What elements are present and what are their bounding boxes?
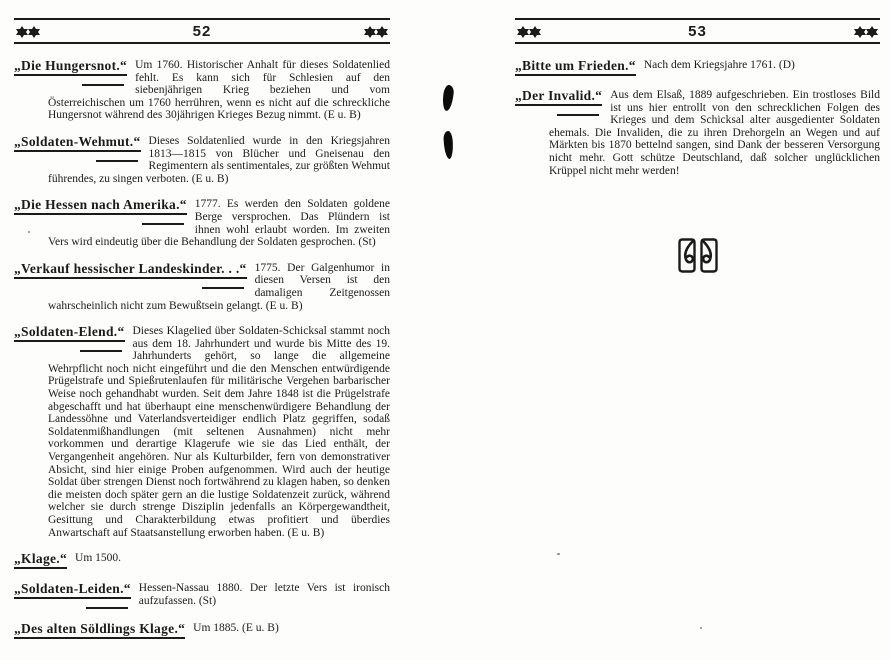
song-entry-der-invalid: [515, 89, 880, 177]
entry-title-block: [14, 198, 187, 225]
entry-title: „Klage.“: [14, 552, 67, 569]
entry-title-block: [14, 552, 67, 569]
song-entry-bitte-um-frieden: [515, 59, 880, 76]
entry-text: 1775. Der Galgenhumor in diesen Versen ist den damaligen Zeitgenossen wahrscheinlich nicht zum Bewußtsein gelangt. (E u. B): [48, 261, 390, 312]
page-53-header: [515, 18, 880, 44]
entry-title: „Verkauf hessischer Landeskinder. . .“: [14, 262, 247, 279]
page-52-body: [14, 59, 390, 639]
song-entry-soldaten-elend: [14, 325, 390, 539]
entry-title-block: [14, 325, 125, 352]
star-ornament-icon: [16, 25, 40, 38]
scan-speck: [557, 553, 560, 555]
scan-speck: [700, 627, 702, 629]
entry-title: „Der Invalid.“: [515, 89, 602, 106]
ink-blot-icon: [443, 131, 454, 160]
song-entry-soldaten-wehmut: [14, 135, 390, 185]
entry-text: Um 1500.: [75, 552, 122, 565]
entry-title: „Soldaten-Wehmut.“: [14, 135, 141, 152]
scroll-ornament-icon: [515, 237, 880, 280]
entry-title: „Die Hessen nach Amerika.“: [14, 198, 187, 215]
song-entry-klage: [14, 552, 390, 569]
entry-text: Nach dem Kriegsjahre 1761. (D): [643, 59, 795, 71]
ink-blot-icon: [441, 84, 454, 111]
page-53-body: [515, 59, 880, 280]
page-number-52: 52: [192, 22, 212, 40]
entry-text: Um 1885. (E u. B): [193, 622, 279, 635]
entry-text: Aus dem Elsaß, 1889 aufgeschrieben. Ein trostloses Bild ist uns hier entrollt von den schrecklichen Folgen des Krieges und dem Schicksal alter ausgedienter Soldaten ehemals. Die Invaliden, die zu ihren Drehorgeln an Wegen und auf Märkten bis 1870 bettelnd sangen, sind Dank der besseren Versorgung nicht mehr. Gott schütze Deutschland, daß solcher unglücklichen Krüppel nicht mehr werden!: [549, 89, 880, 177]
entry-text: Hessen-Nassau 1880. Der letzte Vers ist ironisch aufzufassen. (St): [138, 582, 390, 607]
page-number-53: 53: [688, 22, 707, 40]
entry-title: „Soldaten-Leiden.“: [14, 582, 131, 599]
entry-text: 1777. Es werden den Soldaten goldene Berge versprochen. Das Plündern ist ihnen wohl erlaubt worden. Im zweiten Vers wird eindeutig über die Behandlung der Soldaten gesprochen. (St): [48, 198, 390, 249]
page-52: [14, 18, 390, 652]
entry-title-block: [14, 59, 127, 86]
entry-title-block: [515, 59, 636, 76]
page-53: [515, 18, 880, 280]
entry-title-block: [515, 89, 602, 116]
star-ornament-icon: [854, 25, 878, 38]
entry-title: „Soldaten-Elend.“: [14, 325, 125, 342]
entry-title-block: [14, 135, 141, 162]
song-entry-soldaten-leiden: [14, 582, 390, 609]
entry-text: Dieses Klagelied über Soldaten-Schicksal stammt noch aus dem 18. Jahrhundert und wurde bis Mitte des 19. Jahrhunderts gehört, so lange die allgemeine Wehrpflicht noch nicht eingeführt und die den Menschen entwürdigende Prügelstrafe und Spießrutenlaufen für militärische Vergehen barbarischer Weise noch gehandhabt wurden. Seit dem Jahre 1848 ist die Prügelstrafe abgeschafft und hat überhaupt eine menschenwürdigere Behandlung der Landessöhne und Vaterlandsverteidiger endlich Platz gegriffen, sodaß Soldatenmißhandlungen (mit seltenen Ausnahmen) nicht mehr vorkommen und derartige Klagerufe wie sie das Lied enthält, der Vergangenheit angehören. Nur als Kulturbilder, fern von demonstrativer Absicht, sind hier einige Proben aufgenommen. Wird auch der heutige Soldat über strengen Dienst noch fortwährend zu klagen haben, so denken die meisten doch später gern an die lustige Soldatenzeit zurück, während welcher sie durch strenge Disziplin jedenfalls an Körpergewandtheit, Gesittung und Charakterbildung etwas profitiert und überdies Anwartschaft auf Staatsanstellung erworben haben. (E u. B): [48, 325, 390, 539]
entry-title-block: [14, 622, 185, 639]
entry-text: Dieses Soldatenlied wurde in den Kriegsjahren 1813—1815 von Blücher und Gneisenau den Regimentern als sentimentales, zur größten Wehmut führendes, zu singen verboten. (E u. B): [48, 134, 390, 185]
entry-text: Um 1760. Historischer Anhalt für dieses Soldatenlied fehlt. Es kann sich für Schlesien auf den siebenjährigen Krieg beziehen und vom Österreichischen um 1760 herrühren, wenn es nicht auf die schreckliche Hungersnot während des 30jährigen Krieges Bezug nimmt. (E u. B): [48, 59, 390, 122]
entry-title-block: [14, 582, 131, 609]
song-entry-des-alten-soldlings-klage: [14, 622, 390, 639]
scan-speck: [28, 231, 30, 233]
entry-title: „Bitte um Frieden.“: [515, 59, 636, 76]
song-entry-hungersnot: [14, 59, 390, 122]
star-ornament-icon: [517, 25, 541, 38]
star-ornament-icon: [364, 25, 388, 38]
song-entry-hessen-nach-amerika: [14, 198, 390, 248]
song-entry-verkauf-landeskinder: [14, 262, 390, 312]
entry-title: „Des alten Söldlings Klage.“: [14, 622, 185, 639]
entry-title: „Die Hungersnot.“: [14, 59, 127, 76]
page-52-header: [14, 18, 390, 44]
entry-title-block: [14, 262, 247, 289]
